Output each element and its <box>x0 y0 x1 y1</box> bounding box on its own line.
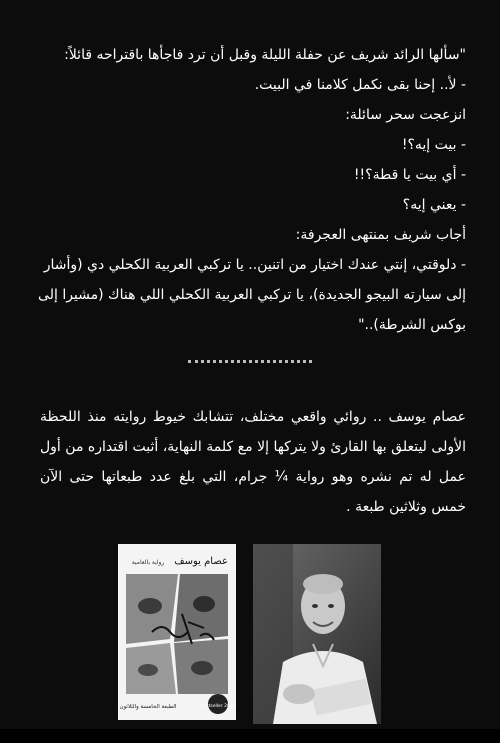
book-cover-image <box>118 544 236 720</box>
excerpt-line: - لأ.. إحنا بقى نكمل كلامنا في البيت. <box>254 77 466 93</box>
bottom-edge <box>0 729 500 743</box>
excerpt-line: - أي بيت يا قطة؟!! <box>353 167 466 183</box>
excerpt-line: أجاب شريف بمنتهى العجرفة: <box>295 227 466 243</box>
author-bio: عصام يوسف .. روائي واقعي مختلف، تتشابك خيوط روايته منذ اللحظة الأولى ليتعلق بها القارئ ولا يتركها إلا مع كلمة النهاية، أثبت اقتداره من أول عمل له تم نشره وهو رواية ¼ جرام، التي بلغ عدد طبعاتها حتى الآن خمس وثلاثين طبعة . <box>40 409 466 515</box>
cover-publisher: رواية بالعامية <box>131 559 165 566</box>
excerpt-line: "سألها الرائد شريف عن حفلة الليلة وقبل أن ترد فاجأها باقتراحه قائلاً: <box>64 47 466 63</box>
excerpt-line: - دلوقتي، إنتي عندك اختيار من اتنين.. يا تركبي العربية الكحلي دي (وأشار إلى سيارته البيجو الجديدة)، يا تركبي العربية الكحلي اللي هناك (مشيرا إلى بوكس الشرطة).." <box>38 257 466 333</box>
cover-badge: Bestseller 2014 <box>200 704 236 709</box>
excerpt-line: - بيت إيه؟! <box>401 137 466 153</box>
excerpt-line: - يعني إيه؟ <box>402 197 466 213</box>
dotted-divider <box>188 360 312 363</box>
cover-edition: الطبعة الخامسة والثلاثون <box>119 704 177 710</box>
book-excerpt <box>26 40 466 340</box>
excerpt-line: انزعجت سحر سائلة: <box>345 107 466 123</box>
cover-author: عصام يوسف <box>174 556 228 567</box>
author-photo <box>253 544 381 724</box>
